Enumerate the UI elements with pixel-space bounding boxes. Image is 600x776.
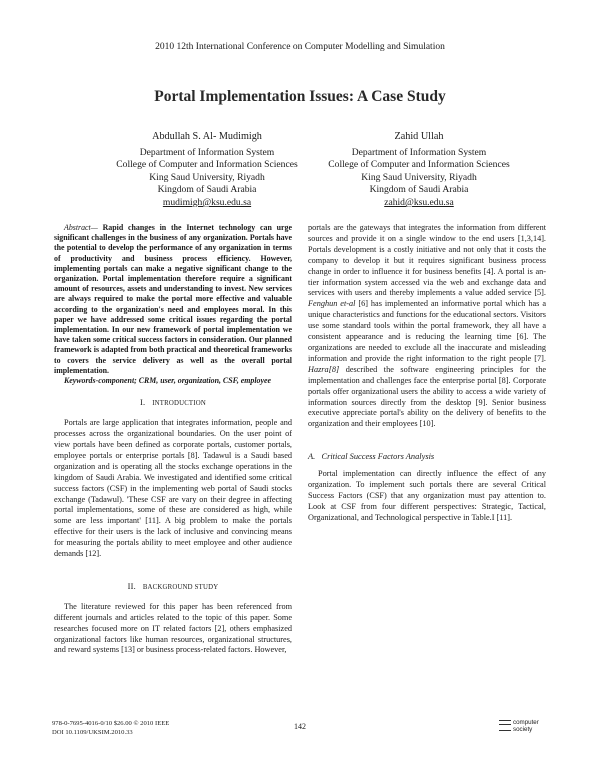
right-column [308, 223, 546, 524]
author-block-2 [304, 131, 534, 210]
ieee-computer-society-logo-icon [499, 719, 547, 741]
author-college: College of Computer and Information Sciences [328, 159, 510, 171]
page-number: 142 [294, 722, 306, 731]
logo-line: society [513, 726, 533, 733]
author-college: College of Computer and Information Sciences [116, 159, 298, 171]
author-university: King Saud University, Riyadh [361, 171, 477, 183]
author-email-link[interactable]: zahid@ksu.edu.sa [384, 196, 454, 208]
section-number: I. [140, 398, 146, 408]
author-name: Abdullah S. Al- Mudimigh [152, 131, 262, 142]
author-email-link[interactable]: mudimigh@ksu.edu.sa [162, 196, 252, 208]
abstract-text: Rapid changes in the Internet technology can urge significant challenges in the business of any organization. Portals have the potential to develop the performance of any organization in terms of productivity and business process efficiency. However, implementing portals can make a negative significant change to the organization. Portal implementation therefore require a significant amount of resources, assets and understanding to invest. New services are always required to make the portal more effective and valuable according to the organization's need and employees moral. In this paper we have addressed some critical issues regarding the portal implementation. In our new framework of portal implementation we have taken some critical success factors in consideration. Our planned framework is adapted from both practical and theoretical frameworks to covers the service delivery as well as the overall portal implementation. [54, 223, 292, 375]
section-heading-introduction [54, 398, 292, 410]
author-department: Department of Information System [351, 146, 487, 158]
background-paragraph: The literature reviewed for this paper has been referenced from different journals and articles related to the topic of this paper. Some researches focused more on IT related factors [2], others emphasized organizational factors like human resources, organizational structures, and reward systems [13] or business process-related factors. However, [54, 601, 292, 655]
section-title: BACKGROUND STUDY [142, 583, 219, 591]
author-block-1 [92, 131, 322, 210]
subsection-label: A. [308, 452, 316, 462]
left-column [54, 223, 292, 656]
subsection-heading-csf [308, 452, 546, 463]
subsection-title: Critical Success Factors Analysis [321, 452, 435, 462]
citation-author: Hazra[8] [308, 364, 340, 374]
csf-paragraph: Portal implementation can directly influence the effect of any organization. To implement such portals there are several Critical Success Factors (CSF) that any organization must pay attention to. Look at CSF from four different perspectives: Strategic, Tactical, Organizational, and Technological perspective in Table.I [11]. [308, 469, 546, 522]
abstract-label: Abstract— [64, 223, 98, 232]
isbn-line: 978-0-7695-4016-0/10 $26.00 © 2010 IEEE [52, 720, 170, 727]
logo-bars-icon [499, 720, 511, 731]
paragraph-text: portals are the gateways that integrates the information from different sources and provide it on a single window to the end users [1,3,14]. Portals development is a costly initiative and not only that it costs the company to develop it but it requires significant business process change in order to influence it for business benefits [4]. A portal is an-tier information system accessed via the web and exchange data and services with users and thereby implements a value added service [5]. [308, 223, 546, 298]
section-title: INTRODUCTION [152, 400, 206, 408]
keywords: Keywords-component; CRM, user, organization, CSF, employee [64, 376, 272, 386]
abstract [54, 223, 292, 376]
paragraph-text: described the software engineering principles for the implementation and challenges face the enterprise portal [8]. Corporate portals offer organizational users the ability to access a wide variety of information sources directly from the desktop [9]. Senior business executive appreciate portal's ability on the delivery of benefits to the organization and their employees [10]. [308, 364, 546, 429]
paragraph-text: [6] has implemented an informative portal which has a unique characteristics and functions for the educational sectors. Visitors use some standard tools within the portal framework, they all have a consistent appearance and is reducing the learning time [6]. The organizations are needed to exclude all the inaccurate and misleading information and provide the right information to the right people [7]. [308, 299, 546, 363]
author-department: Department of Information System [139, 146, 275, 158]
author-country: Kingdom of Saudi Arabia [369, 184, 469, 196]
citation-author: Fenghun et-al [308, 299, 356, 309]
doi-line: DOI 10.1109/UKSIM.2010.33 [52, 728, 133, 736]
portal-definition-paragraph [308, 223, 546, 430]
author-name: Zahid Ullah [394, 131, 444, 142]
author-country: Kingdom of Saudi Arabia [157, 184, 257, 196]
section-number: II. [127, 581, 136, 591]
logo-text [513, 719, 539, 733]
author-university: King Saud University, Riyadh [149, 171, 265, 183]
conference-header: 2010 12th International Conference on Computer Modelling and Simulation [155, 42, 445, 52]
paper-title: Portal Implementation Issues: A Case Study [154, 88, 446, 105]
introduction-paragraph: Portals are large application that integrates information, people and processes across the organizational boundaries. On the user point of view portals have been defined as corporate portals, customer portals, employee portals or enterprise portals [8]. Tadawul is a Saudi based organization and is operating all the stocks exchange operations in the kingdom of Saudi Arabia. We investigated and identified some critical success factors (CSF) in the implementing web portal of Saudi stocks exchange (Tadawul). 'These CSF are vary on their degree in affecting portal implementations, some of these are considered as high, while some are less important' [11]. A big problem to make the portals effective for their users is the lack of inclusive and convincing means for measuring the portals ability to meet employee and other audience demands [12]. [54, 418, 292, 559]
logo-line: computer [513, 719, 539, 726]
section-heading-background [54, 582, 292, 594]
